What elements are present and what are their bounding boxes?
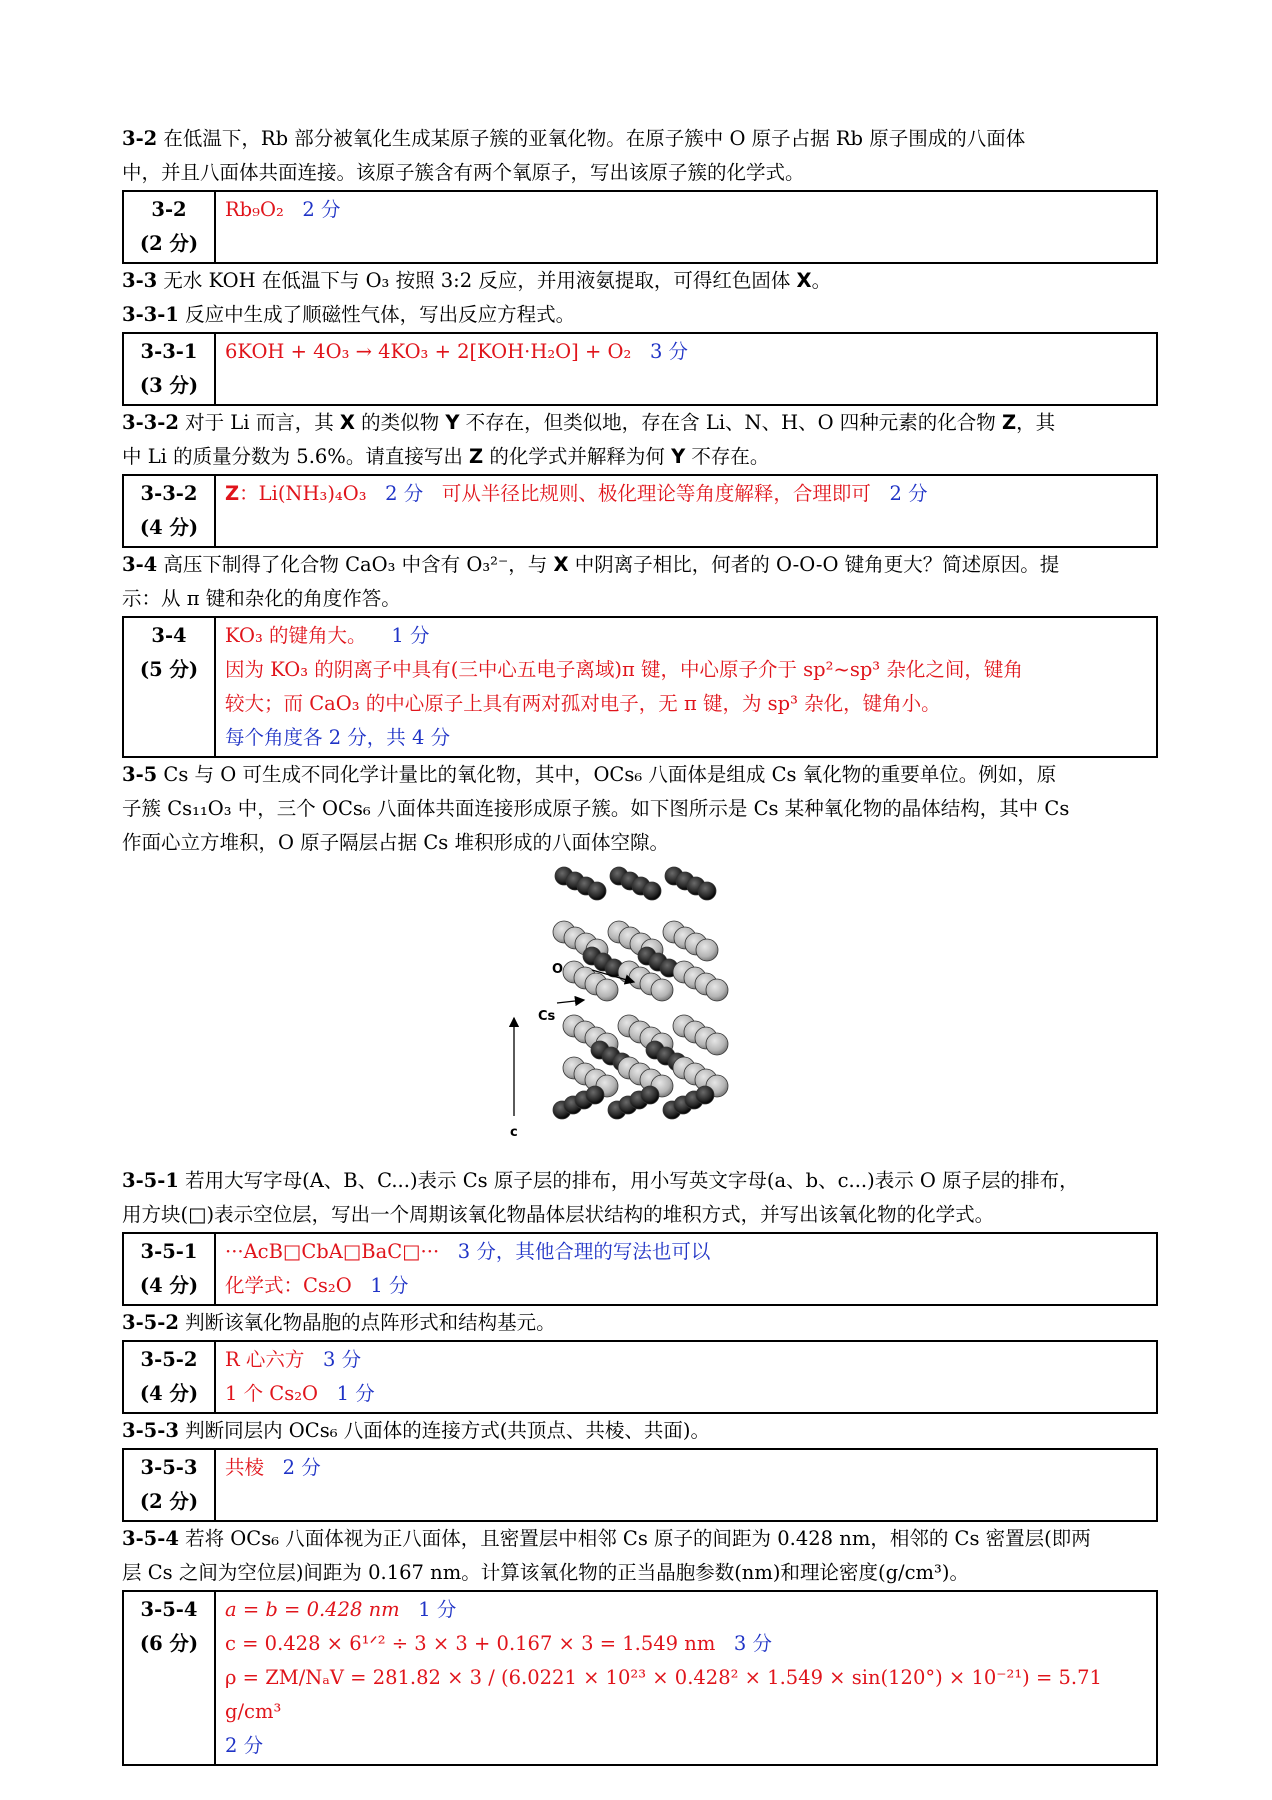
answer-label: 3-4 (5 分) — [123, 617, 215, 757]
question-3-5-3: 3-5-3 判断同层内 OCs₆ 八面体的连接方式(共顶点、共棱、共面)。 — [122, 1419, 710, 1442]
answer-content: KO₃ 的键角大。 1 分 因为 KO₃ 的阴离子中具有(三中心五电子离域)π 键，中心原子介于 sp²~sp³ 杂化之间，键角 较大；而 CaO₃ 的中心原子上具有两对孤对电子，无 π 键，为 sp³ 杂化，键角小。 每个角度各 2 分，共 4 分 — [215, 617, 1157, 757]
cs-atom — [706, 979, 728, 1001]
answer-label: 3-5-4 (6 分) — [123, 1591, 215, 1765]
question-3-4: 3-4 高压下制得了化合物 CaO₃ 中含有 O₃²⁻，与 X 中阴离子相比，何者的 O-O-O 键角更大？简述原因。提 — [122, 553, 1060, 576]
answer-box-3-4 — [122, 616, 1158, 758]
cs-label: Cs — [538, 1009, 556, 1024]
c-axis-label: c — [510, 1125, 518, 1140]
question-3-3-1: 3-3-1 反应中生成了顺磁性气体，写出反应方程式。 — [122, 303, 576, 326]
answer-content: 共棱 2 分 — [215, 1449, 1157, 1521]
question-3-5-1: 3-5-1 若用大写字母(A、B、C...)表示 Cs 原子层的排布，用小写英文字母(a、b、c...)表示 O 原子层的排布， — [122, 1169, 1079, 1192]
o-atom — [643, 882, 661, 900]
answer-label: 3-3-1 (3 分) — [123, 333, 215, 405]
cs-atom — [596, 979, 618, 1001]
answer-label: 3-5-1 (4 分) — [123, 1233, 215, 1305]
crystal-structure-figure — [122, 860, 1158, 1164]
answer-box-3-3-2 — [122, 474, 1158, 548]
answer-box-3-5-1 — [122, 1232, 1158, 1306]
question-3-5: 3-5 Cs 与 O 可生成不同化学计量比的氧化物，其中，OCs₆ 八面体是组成 Cs 氧化物的重要单位。例如，原 — [122, 763, 1057, 786]
o-atom — [641, 1086, 659, 1104]
answer-content: a = b = 0.428 nm 1 分 c = 0.428 × 6¹ᐟ² ÷ 3 × 3 + 0.167 × 3 = 1.549 nm 3 分 ρ = ZM/NₐV = 281.82 × 3 / (6.0221 × 10²³ × 0.428² × 1.549 × sin(120°) × 10⁻²¹) = 5.71 g/cm³ 2 分 — [215, 1591, 1157, 1765]
question-3-3: 3-3 无水 KOH 在低温下与 O₃ 按照 3:2 反应，并用液氨提取，可得红色固体 X。 — [122, 269, 832, 292]
answer-content: ···AcB□CbA□BaC□··· 3 分，其他合理的写法也可以 化学式：Cs₂O 1 分 — [215, 1233, 1157, 1305]
question-3-5-4: 3-5-4 若将 OCs₆ 八面体视为正八面体，且密置层中相邻 Cs 原子的间距为 0.428 nm，相邻的 Cs 密置层(即两 — [122, 1527, 1091, 1550]
answer-label: 3-5-3 (2 分) — [123, 1449, 215, 1521]
o-atom — [696, 1086, 714, 1104]
answer-content: 6KOH + 4O₃ → 4KO₃ + 2[KOH·H₂O] + O₂ 3 分 — [215, 333, 1157, 405]
o-atom — [586, 1086, 604, 1104]
answer-label: 3-3-2 (4 分) — [123, 475, 215, 547]
cs-arrow — [557, 1000, 584, 1003]
answer-box-3-3-1 — [122, 332, 1158, 406]
answer-label: 3-2 (2 分) — [123, 191, 215, 263]
answer-box-3-2 — [122, 190, 1158, 264]
atom-layers — [553, 867, 728, 1119]
question-3-3-2-cont: 中 Li 的质量分数为 5.6%。请直接写出 Z 的化学式并解释为何 Y 不存在。 — [122, 445, 770, 468]
question-3-2-cont: 中，并且八面体共面连接。该原子簇含有两个氧原子，写出该原子簇的化学式。 — [122, 161, 805, 184]
question-3-4-cont: 示：从 π 键和杂化的角度作答。 — [122, 587, 401, 610]
question-3-2: 3-2 在低温下，Rb 部分被氧化生成某原子簇的亚氧化物。在原子簇中 O 原子占据 Rb 原子围成的八面体 — [122, 127, 1026, 150]
crystal-structure-diagram — [122, 860, 1158, 1164]
question-3-5-2: 3-5-2 判断该氧化物晶胞的点阵形式和结构基元。 — [122, 1311, 556, 1334]
question-3-5-1-cont: 用方块(□)表示空位层，写出一个周期该氧化物晶体层状结构的堆积方式，并写出该氧化物的化学式。 — [122, 1203, 995, 1226]
question-3-5-cont2: 作面心立方堆积，O 原子隔层占据 Cs 堆积形成的八面体空隙。 — [122, 831, 670, 854]
answer-content: Rb₉O₂ 2 分 — [215, 191, 1157, 263]
question-3-5-cont1: 子簇 Cs₁₁O₃ 中，三个 OCs₆ 八面体共面连接形成原子簇。如下图所示是 Cs 某种氧化物的晶体结构，其中 Cs — [122, 797, 1070, 820]
answer-content: R 心六方 3 分 1 个 Cs₂O 1 分 — [215, 1341, 1157, 1413]
cs-atom — [696, 939, 718, 961]
answer-box-3-5-2 — [122, 1340, 1158, 1414]
question-3-3-2: 3-3-2 对于 Li 而言，其 X 的类似物 Y 不存在，但类似地，存在含 Li、N、H、O 四种元素的化合物 Z，其 — [122, 411, 1056, 434]
cs-atom — [651, 979, 673, 1001]
answer-box-3-5-3 — [122, 1448, 1158, 1522]
o-atom — [698, 882, 716, 900]
question-3-5-4-cont: 层 Cs 之间为空位层)间距为 0.167 nm。计算该氧化物的正当晶胞参数(nm)和理论密度(g/cm³)。 — [122, 1561, 969, 1584]
cs-atom — [706, 1033, 728, 1055]
o-label: O — [552, 962, 564, 977]
document-page — [122, 122, 1158, 1766]
answer-box-3-5-4 — [122, 1590, 1158, 1766]
answer-content: Z：Li(NH₃)₄O₃ 2 分 可从半径比规则、极化理论等角度解释，合理即可 2 分 — [215, 475, 1157, 547]
answer-label: 3-5-2 (4 分) — [123, 1341, 215, 1413]
o-atom — [588, 882, 606, 900]
